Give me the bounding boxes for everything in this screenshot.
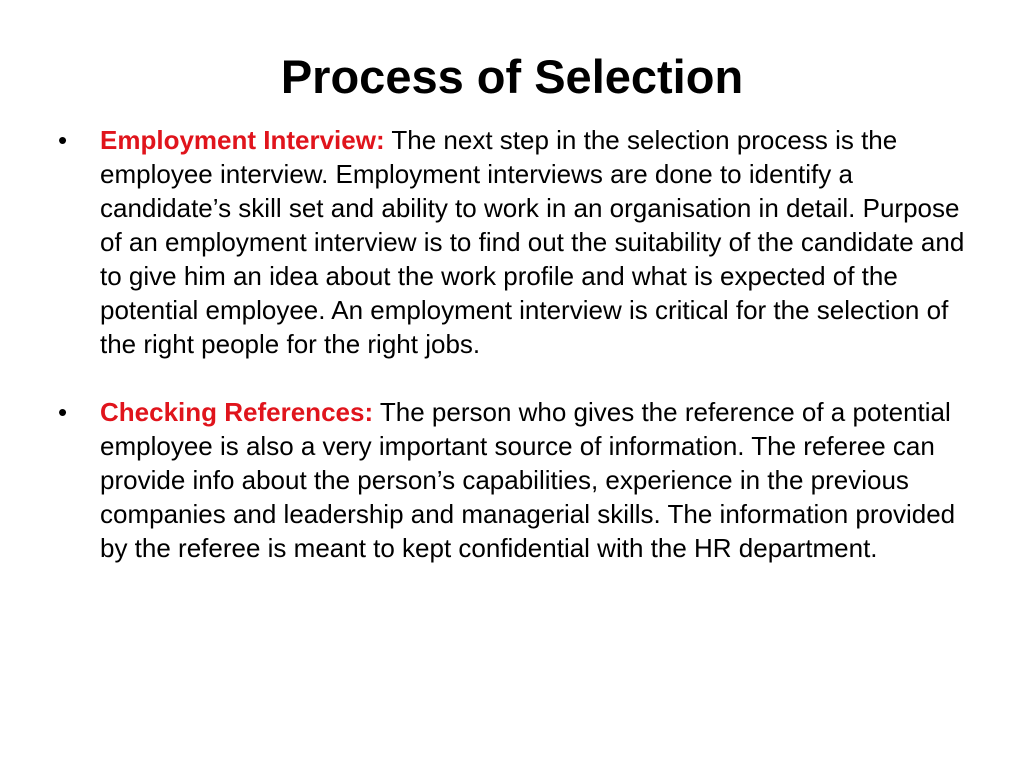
bullet-text: The next step in the selection process is the employee interview. Employment interviews are done to identify a candidate’s skill set and ability to work in an organisation in detail. Purpose of an employment interview is to find out the suitability of the candidate and to give him an idea about the work profile and what is expected of the potential employee. An employment interview is critical for the selection of the right people for the right jobs.	[100, 125, 965, 359]
bullet-heading: Employment Interview:	[100, 125, 385, 155]
bullet-heading: Checking References:	[100, 397, 374, 427]
bullet-item-checking-references	[56, 395, 976, 565]
bullet-item-employment-interview	[56, 123, 976, 361]
bullet-marker-icon: •	[58, 397, 68, 427]
bullet-list	[56, 123, 976, 565]
bullet-text: The person who gives the reference of a potential employee is also a very important source of information. The referee can provide info about the person’s capabilities, experience in the previous companies and leadership and managerial skills. The information provided by the referee is meant to kept confidential with the HR department.	[100, 397, 956, 563]
slide-title: Process of Selection	[280, 50, 744, 103]
bullet-marker-icon: •	[58, 125, 68, 155]
